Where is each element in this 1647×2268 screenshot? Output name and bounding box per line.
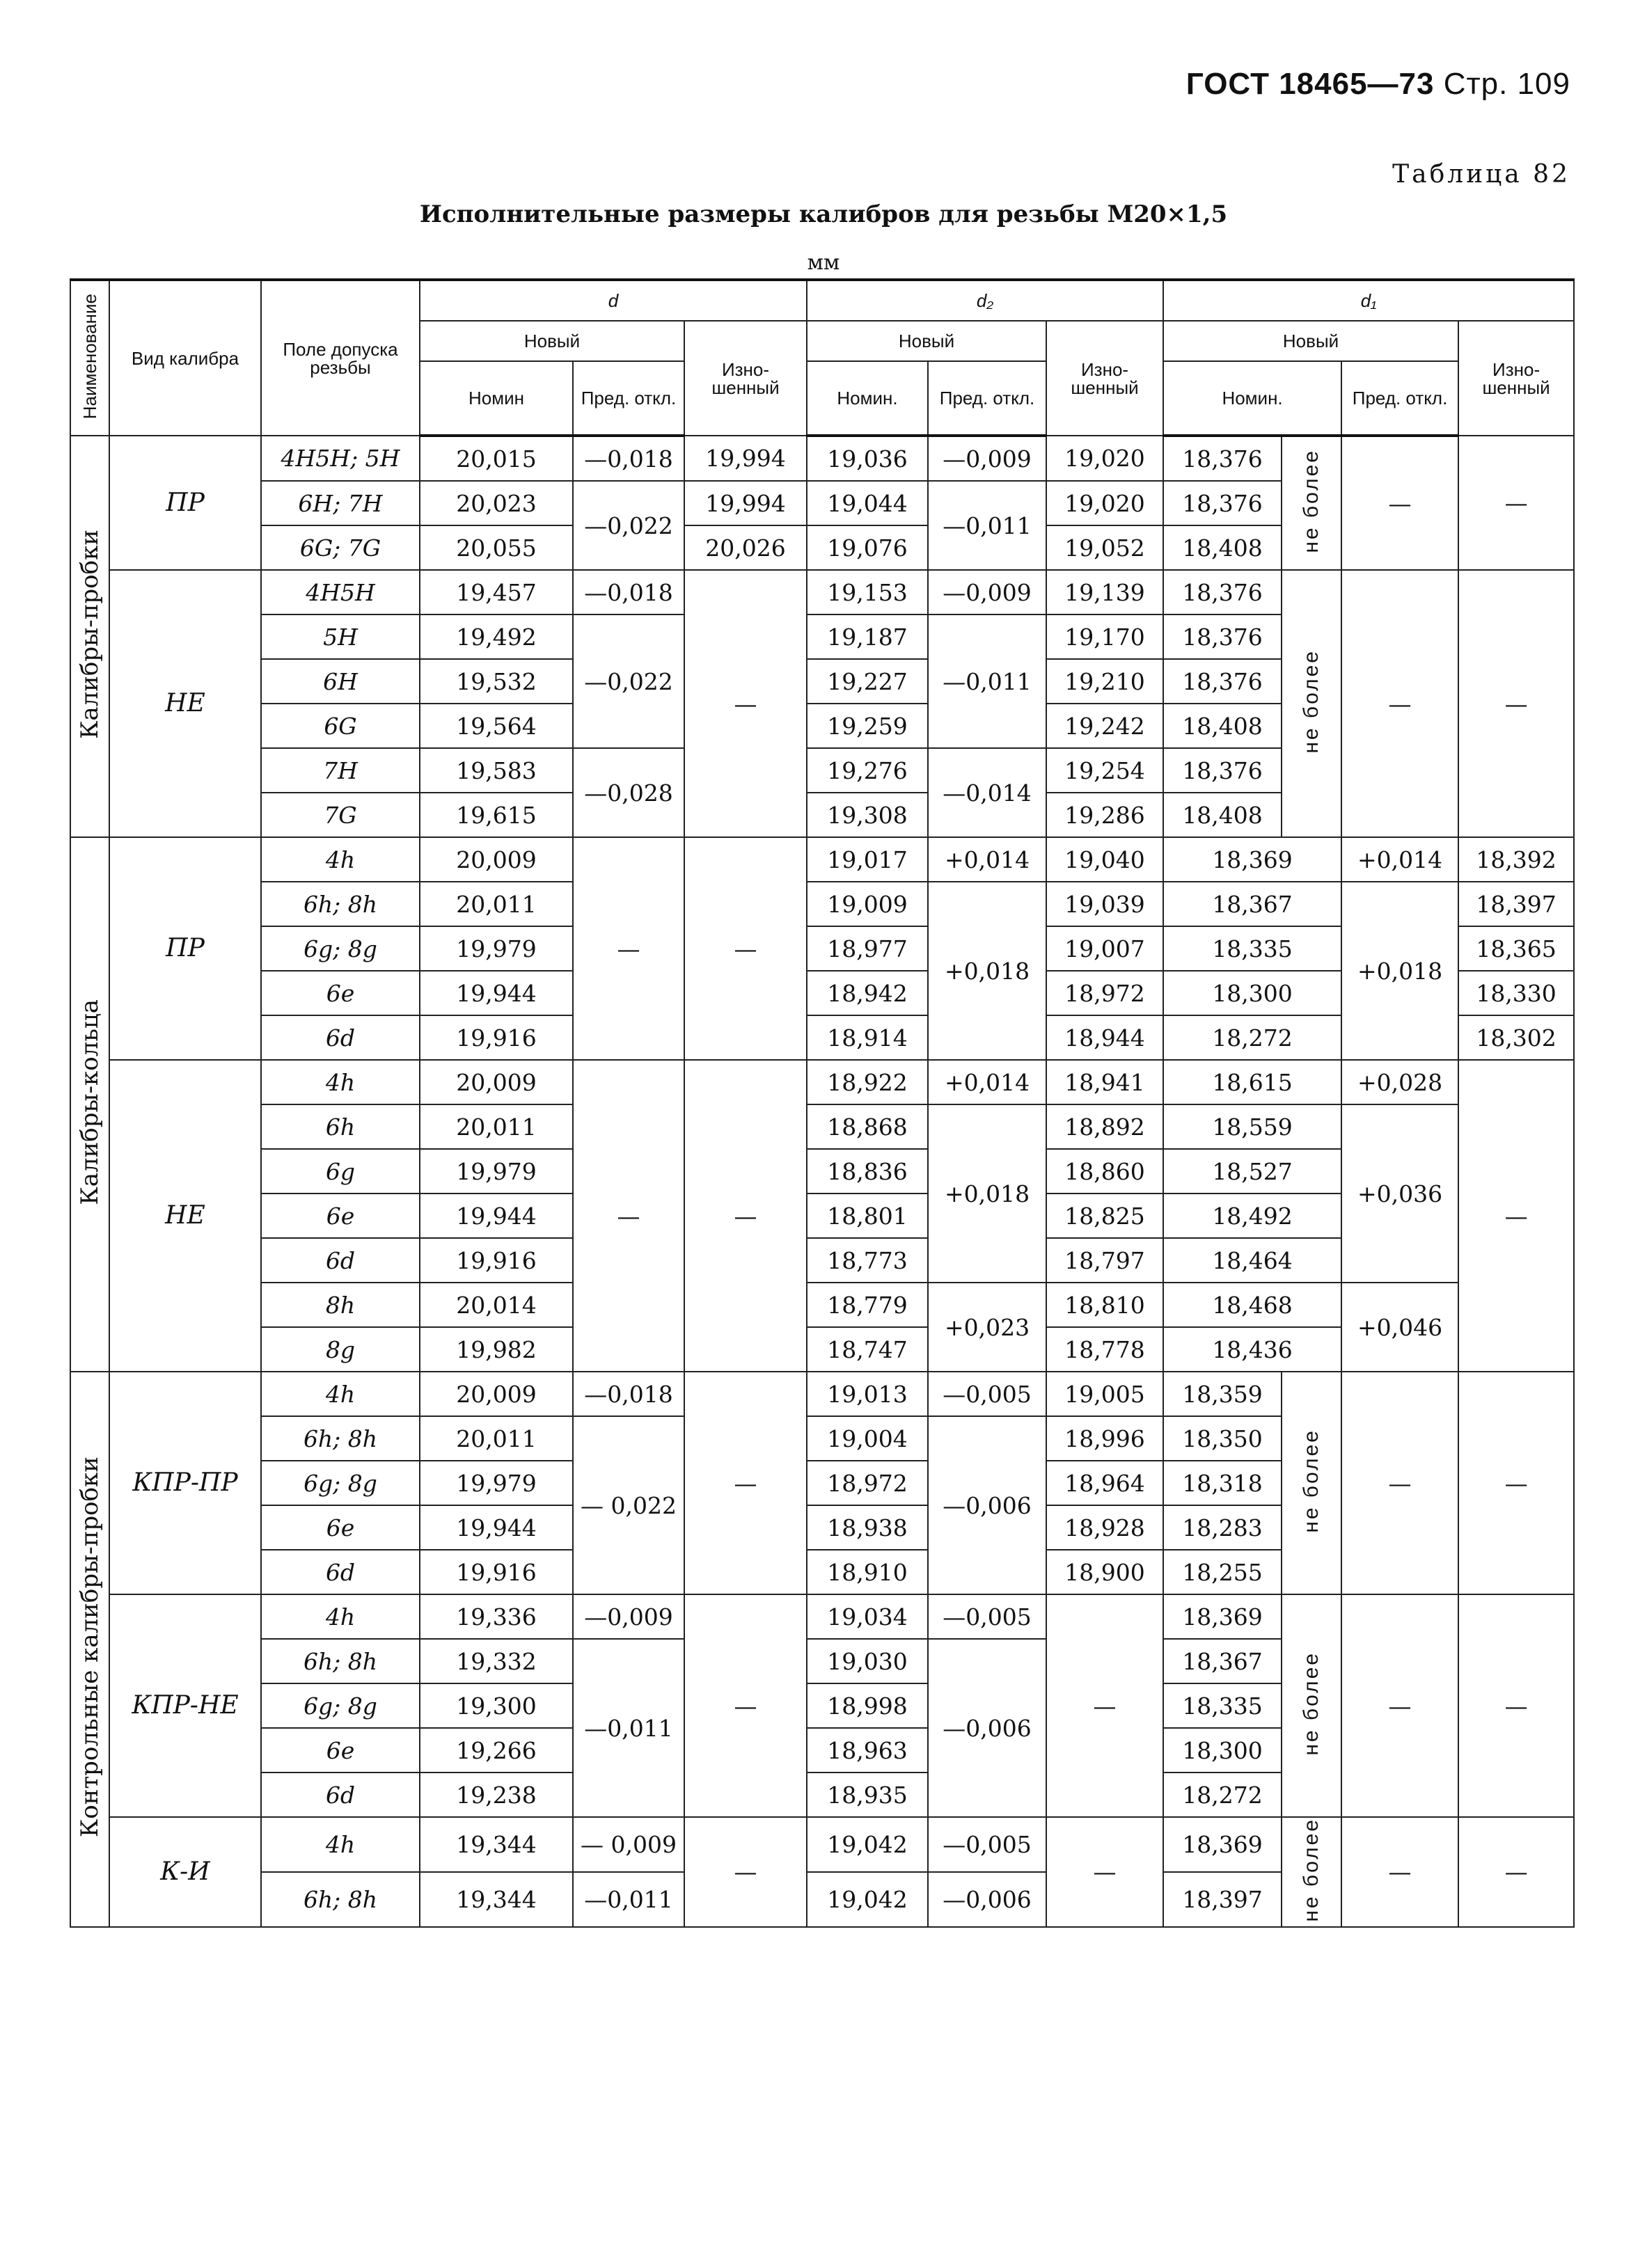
d-nom: 19,344	[420, 1817, 573, 1872]
d1-worn: 18,397	[1458, 882, 1574, 926]
header-d1-worn: Изно-шенный	[1458, 321, 1574, 436]
d2-worn: —	[1046, 1594, 1163, 1817]
d2-worn: 18,964	[1046, 1461, 1163, 1505]
d-nom: 19,979	[420, 1149, 573, 1194]
d2-worn: —	[1046, 1817, 1163, 1927]
group-rings: Калибры-кольца	[70, 837, 109, 1372]
field-cell: 6e	[261, 1505, 420, 1550]
d2-dev: —0,006	[928, 1416, 1046, 1594]
page-header	[1186, 67, 1570, 102]
d-dev: —	[573, 1060, 684, 1372]
d-nom: 19,332	[420, 1639, 573, 1683]
table-row	[70, 1104, 1574, 1149]
d-nom: 19,300	[420, 1683, 573, 1728]
field-cell: 4H5H	[261, 570, 420, 614]
d2-dev: +0,018	[928, 882, 1046, 1060]
d-nom: 19,982	[420, 1327, 573, 1372]
d2-dev: —0,005	[928, 1817, 1046, 1872]
d2-worn: 18,860	[1046, 1149, 1163, 1194]
d2-worn: 18,810	[1046, 1283, 1163, 1327]
field-cell: 8h	[261, 1283, 420, 1327]
d2-nom: 19,259	[807, 704, 928, 748]
d1-dev: +0,028	[1341, 1060, 1458, 1104]
d2-nom: 19,036	[807, 436, 928, 481]
field-cell: 6d	[261, 1238, 420, 1283]
field-cell: 6e	[261, 1194, 420, 1238]
field-cell: 6d	[261, 1015, 420, 1060]
d1-dev: —	[1341, 1594, 1458, 1817]
d2-nom: 18,914	[807, 1015, 928, 1060]
d1-worn: —	[1458, 1817, 1574, 1927]
d2-nom: 19,153	[807, 570, 928, 614]
d2-nom: 18,801	[807, 1194, 928, 1238]
d-worn: 19,994	[684, 436, 807, 481]
d1-nom: 18,527	[1163, 1149, 1341, 1194]
field-cell: 6g; 8g	[261, 926, 420, 971]
d2-worn: 18,944	[1046, 1015, 1163, 1060]
d1-nom: 18,367	[1163, 1639, 1282, 1683]
d-nom: 20,011	[420, 882, 573, 926]
d-nom: 19,583	[420, 748, 573, 793]
table-title: Исполнительные размеры калибров для резьбы М20×1,5	[419, 200, 1228, 228]
d2-worn: 19,254	[1046, 748, 1163, 793]
d2-nom: 19,042	[807, 1817, 928, 1872]
d-nom: 19,266	[420, 1728, 573, 1773]
field-cell: 6h; 8h	[261, 882, 420, 926]
d1-nom: 18,468	[1163, 1283, 1341, 1327]
d1-worn: —	[1458, 1060, 1574, 1372]
field-cell: 6d	[261, 1773, 420, 1817]
d-nom: 20,055	[420, 525, 573, 570]
d1-nom: 18,369	[1163, 837, 1341, 882]
note-max: не более	[1282, 1594, 1341, 1817]
d1-nom: 18,318	[1163, 1461, 1282, 1505]
doc-number: ГОСТ 18465—73	[1185, 67, 1435, 101]
d-nom: 19,336	[420, 1594, 573, 1639]
table-row	[70, 882, 1574, 926]
field-cell: 6G; 7G	[261, 525, 420, 570]
d2-worn: 19,242	[1046, 704, 1163, 748]
d-dev: —0,028	[573, 748, 684, 837]
d-nom: 20,014	[420, 1283, 573, 1327]
d1-worn: —	[1458, 1372, 1574, 1594]
d2-worn: 18,778	[1046, 1327, 1163, 1372]
d1-worn: —	[1458, 436, 1574, 570]
d2-worn: 19,139	[1046, 570, 1163, 614]
d-nom: 19,944	[420, 971, 573, 1015]
header-d2-new: Новый	[807, 321, 1046, 361]
d2-nom: 18,779	[807, 1283, 928, 1327]
d2-worn: 19,020	[1046, 436, 1163, 481]
field-cell: 4h	[261, 1594, 420, 1639]
d1-nom: 18,436	[1163, 1327, 1341, 1372]
d-worn: —	[684, 837, 807, 1060]
d2-nom: 19,042	[807, 1872, 928, 1927]
d2-worn: 19,286	[1046, 793, 1163, 837]
field-cell: 6G	[261, 704, 420, 748]
d-dev: —0,022	[573, 481, 684, 570]
header-d1-nom: Номин.	[1163, 361, 1341, 436]
d2-dev: +0,018	[928, 1104, 1046, 1283]
d1-nom: 18,272	[1163, 1773, 1282, 1817]
d1-nom: 18,376	[1163, 481, 1282, 525]
group-plugs: Калибры-пробки	[70, 436, 109, 837]
kind-kpr-ne: КПР-НЕ	[109, 1594, 261, 1817]
d2-worn: 18,996	[1046, 1416, 1163, 1461]
d1-nom: 18,369	[1163, 1817, 1282, 1872]
field-cell: 4h	[261, 1060, 420, 1104]
field-cell: 6h; 8h	[261, 1872, 420, 1927]
d-dev: —0,009	[573, 1594, 684, 1639]
d-nom: 19,916	[420, 1550, 573, 1594]
d2-worn: 19,007	[1046, 926, 1163, 971]
d2-nom: 18,998	[807, 1683, 928, 1728]
field-cell: 6H	[261, 659, 420, 704]
header-d: d	[420, 280, 807, 321]
d-nom: 20,009	[420, 1060, 573, 1104]
d2-nom: 19,276	[807, 748, 928, 793]
d1-nom: 18,408	[1163, 704, 1282, 748]
d2-dev: —0,005	[928, 1594, 1046, 1639]
d-worn: —	[684, 1594, 807, 1817]
d1-nom: 18,369	[1163, 1594, 1282, 1639]
d1-nom: 18,300	[1163, 971, 1341, 1015]
d1-dev: —	[1341, 436, 1458, 570]
d1-nom: 18,300	[1163, 1728, 1282, 1773]
d1-worn: —	[1458, 570, 1574, 837]
d2-nom: 18,977	[807, 926, 928, 971]
d1-nom: 18,464	[1163, 1238, 1341, 1283]
header-d-nom: Номин	[420, 361, 573, 436]
header-d1-dev: Пред. откл.	[1341, 361, 1458, 436]
note-max: не более	[1282, 1817, 1341, 1927]
field-cell: 4h	[261, 1817, 420, 1872]
d1-nom: 18,376	[1163, 659, 1282, 704]
d2-nom: 19,017	[807, 837, 928, 882]
d-nom: 19,532	[420, 659, 573, 704]
field-cell: 6e	[261, 971, 420, 1015]
d-worn: 20,026	[684, 525, 807, 570]
d-nom: 19,944	[420, 1194, 573, 1238]
field-cell: 6g; 8g	[261, 1461, 420, 1505]
field-cell: 6h	[261, 1104, 420, 1149]
table-row	[70, 1817, 1574, 1872]
d2-dev: +0,023	[928, 1283, 1046, 1372]
table-row	[70, 1060, 1574, 1104]
d-nom: 19,916	[420, 1015, 573, 1060]
d-nom: 20,011	[420, 1416, 573, 1461]
d-worn: —	[684, 570, 807, 837]
d2-worn: 18,941	[1046, 1060, 1163, 1104]
d1-dev: +0,018	[1341, 882, 1458, 1060]
d-nom: 19,344	[420, 1872, 573, 1927]
d1-nom: 18,615	[1163, 1060, 1341, 1104]
d2-worn: 19,210	[1046, 659, 1163, 704]
d2-dev: —0,011	[928, 481, 1046, 570]
d1-dev: —	[1341, 1817, 1458, 1927]
d2-nom: 18,938	[807, 1505, 928, 1550]
kind-ne: НЕ	[109, 1060, 261, 1372]
d1-nom: 18,397	[1163, 1872, 1282, 1927]
d2-nom: 18,972	[807, 1461, 928, 1505]
d2-nom: 19,044	[807, 481, 928, 525]
d-dev: —0,022	[573, 614, 684, 748]
table-row	[70, 837, 1574, 882]
d1-nom: 18,376	[1163, 614, 1282, 659]
note-max: не более	[1282, 1372, 1341, 1594]
field-cell: 6H; 7H	[261, 481, 420, 525]
d-nom: 19,944	[420, 1505, 573, 1550]
d2-worn: 18,892	[1046, 1104, 1163, 1149]
d1-dev: +0,014	[1341, 837, 1458, 882]
d1-nom: 18,492	[1163, 1194, 1341, 1238]
header-d1: d₁	[1163, 280, 1574, 321]
d1-nom: 18,359	[1163, 1372, 1282, 1416]
d2-nom: 19,030	[807, 1639, 928, 1683]
d-nom: 19,615	[420, 793, 573, 837]
d-nom: 20,009	[420, 1372, 573, 1416]
d1-dev: —	[1341, 1372, 1458, 1594]
d1-nom: 18,408	[1163, 525, 1282, 570]
header-d2-worn: Изно-шенный	[1046, 321, 1163, 436]
d-dev: —0,011	[573, 1872, 684, 1927]
header-name: Наименование	[70, 280, 109, 436]
d-worn: —	[684, 1372, 807, 1594]
d2-worn: 18,825	[1046, 1194, 1163, 1238]
d-nom: 19,916	[420, 1238, 573, 1283]
table-row	[70, 1594, 1574, 1639]
field-cell: 6g	[261, 1149, 420, 1194]
kind-ne: НЕ	[109, 570, 261, 837]
d1-nom: 18,335	[1163, 926, 1341, 971]
unit-label: мм	[807, 251, 840, 275]
d-nom: 19,457	[420, 570, 573, 614]
table-number: Таблица 82	[1392, 160, 1570, 189]
d1-nom: 18,376	[1163, 570, 1282, 614]
d-dev: —0,018	[573, 436, 684, 481]
d1-nom: 18,376	[1163, 748, 1282, 793]
d1-dev: +0,046	[1341, 1283, 1458, 1372]
d1-worn: 18,302	[1458, 1015, 1574, 1060]
d2-worn: 18,797	[1046, 1238, 1163, 1283]
d-dev: —0,018	[573, 1372, 684, 1416]
d1-dev: +0,036	[1341, 1104, 1458, 1283]
d2-worn: 18,928	[1046, 1505, 1163, 1550]
d1-nom: 18,283	[1163, 1505, 1282, 1550]
d1-nom: 18,272	[1163, 1015, 1341, 1060]
header-field: Поле допуска резьбы	[261, 280, 420, 436]
field-cell: 8g	[261, 1327, 420, 1372]
d1-worn: —	[1458, 1594, 1574, 1817]
d1-worn: 18,365	[1458, 926, 1574, 971]
d-nom: 19,564	[420, 704, 573, 748]
field-cell: 7G	[261, 793, 420, 837]
d1-nom: 18,350	[1163, 1416, 1282, 1461]
kind-pr: ПР	[109, 436, 261, 570]
d2-worn: 19,170	[1046, 614, 1163, 659]
field-cell: 6g; 8g	[261, 1683, 420, 1728]
d-nom: 20,015	[420, 436, 573, 481]
field-cell: 4h	[261, 837, 420, 882]
field-cell: 5H	[261, 614, 420, 659]
kind-k-i: К-И	[109, 1817, 261, 1927]
d2-nom: 18,963	[807, 1728, 928, 1773]
d2-nom: 19,308	[807, 793, 928, 837]
field-cell: 6h; 8h	[261, 1639, 420, 1683]
d2-nom: 19,013	[807, 1372, 928, 1416]
d-dev: — 0,022	[573, 1416, 684, 1594]
d-dev: —0,011	[573, 1639, 684, 1817]
d-nom: 19,979	[420, 1461, 573, 1505]
field-cell: 6e	[261, 1728, 420, 1773]
header-d-dev: Пред. откл.	[573, 361, 684, 436]
d2-nom: 18,773	[807, 1238, 928, 1283]
d2-dev: —0,005	[928, 1372, 1046, 1416]
d2-dev: +0,014	[928, 1060, 1046, 1104]
d2-nom: 19,076	[807, 525, 928, 570]
header-d2-dev: Пред. откл.	[928, 361, 1046, 436]
d2-nom: 18,922	[807, 1060, 928, 1104]
d-dev: —	[573, 837, 684, 1060]
d1-nom: 18,335	[1163, 1683, 1282, 1728]
table-row	[70, 1372, 1574, 1416]
d2-worn: 18,900	[1046, 1550, 1163, 1594]
d2-nom: 18,910	[807, 1550, 928, 1594]
d1-nom: 18,559	[1163, 1104, 1341, 1149]
d-nom: 19,238	[420, 1773, 573, 1817]
d-nom: 19,979	[420, 926, 573, 971]
d-worn: —	[684, 1060, 807, 1372]
d1-nom: 18,255	[1163, 1550, 1282, 1594]
d1-worn: 18,392	[1458, 837, 1574, 882]
d2-dev: —0,014	[928, 748, 1046, 837]
d-nom: 19,492	[420, 614, 573, 659]
note-max: не более	[1282, 570, 1341, 837]
d2-nom: 19,187	[807, 614, 928, 659]
d2-worn: 19,039	[1046, 882, 1163, 926]
d2-dev: —0,009	[928, 570, 1046, 614]
header-d2: d₂	[807, 280, 1163, 321]
d2-worn: 19,020	[1046, 481, 1163, 525]
gauge-dimensions-table	[70, 278, 1575, 1928]
d2-nom: 19,227	[807, 659, 928, 704]
d2-nom: 18,868	[807, 1104, 928, 1149]
field-cell: 4H5H; 5H	[261, 436, 420, 481]
header-kind: Вид калибра	[109, 280, 261, 436]
d-nom: 20,009	[420, 837, 573, 882]
d2-worn: 19,040	[1046, 837, 1163, 882]
d-dev: —0,018	[573, 570, 684, 614]
d2-worn: 19,052	[1046, 525, 1163, 570]
d-worn: 19,994	[684, 481, 807, 525]
d2-nom: 18,935	[807, 1773, 928, 1817]
d1-nom: 18,367	[1163, 882, 1341, 926]
d2-nom: 18,942	[807, 971, 928, 1015]
d2-worn: 19,005	[1046, 1372, 1163, 1416]
d1-nom: 18,376	[1163, 436, 1282, 481]
kind-kpr-pr: КПР-ПР	[109, 1372, 261, 1594]
d2-dev: —0,011	[928, 614, 1046, 748]
d2-nom: 18,836	[807, 1149, 928, 1194]
d1-nom: 18,408	[1163, 793, 1282, 837]
field-cell: 6h; 8h	[261, 1416, 420, 1461]
header-d2-nom: Номин.	[807, 361, 928, 436]
header-d-worn: Изно-шенный	[684, 321, 807, 436]
d2-nom: 19,034	[807, 1594, 928, 1639]
field-cell: 7H	[261, 748, 420, 793]
field-cell: 6d	[261, 1550, 420, 1594]
d2-worn: 18,972	[1046, 971, 1163, 1015]
table-row	[70, 436, 1574, 481]
field-cell: 4h	[261, 1372, 420, 1416]
table-row	[70, 570, 1574, 614]
header-d-new: Новый	[420, 321, 684, 361]
table-row	[70, 1283, 1574, 1327]
d1-dev: —	[1341, 570, 1458, 837]
d2-dev: —0,006	[928, 1872, 1046, 1927]
header-d1-new: Новый	[1163, 321, 1458, 361]
d-nom: 20,011	[420, 1104, 573, 1149]
d2-nom: 18,747	[807, 1327, 928, 1372]
kind-pr: ПР	[109, 837, 261, 1060]
d-worn: —	[684, 1817, 807, 1927]
d2-nom: 19,004	[807, 1416, 928, 1461]
d-dev: — 0,009	[573, 1817, 684, 1872]
d1-worn: 18,330	[1458, 971, 1574, 1015]
d2-dev: —0,009	[928, 436, 1046, 481]
page-number: Стр. 109	[1443, 67, 1570, 101]
group-control: Контрольные калибры-пробки	[70, 1372, 109, 1927]
d2-nom: 19,009	[807, 882, 928, 926]
d2-dev: +0,014	[928, 837, 1046, 882]
note-max: не более	[1282, 436, 1341, 570]
d-nom: 20,023	[420, 481, 573, 525]
d2-dev: —0,006	[928, 1639, 1046, 1817]
